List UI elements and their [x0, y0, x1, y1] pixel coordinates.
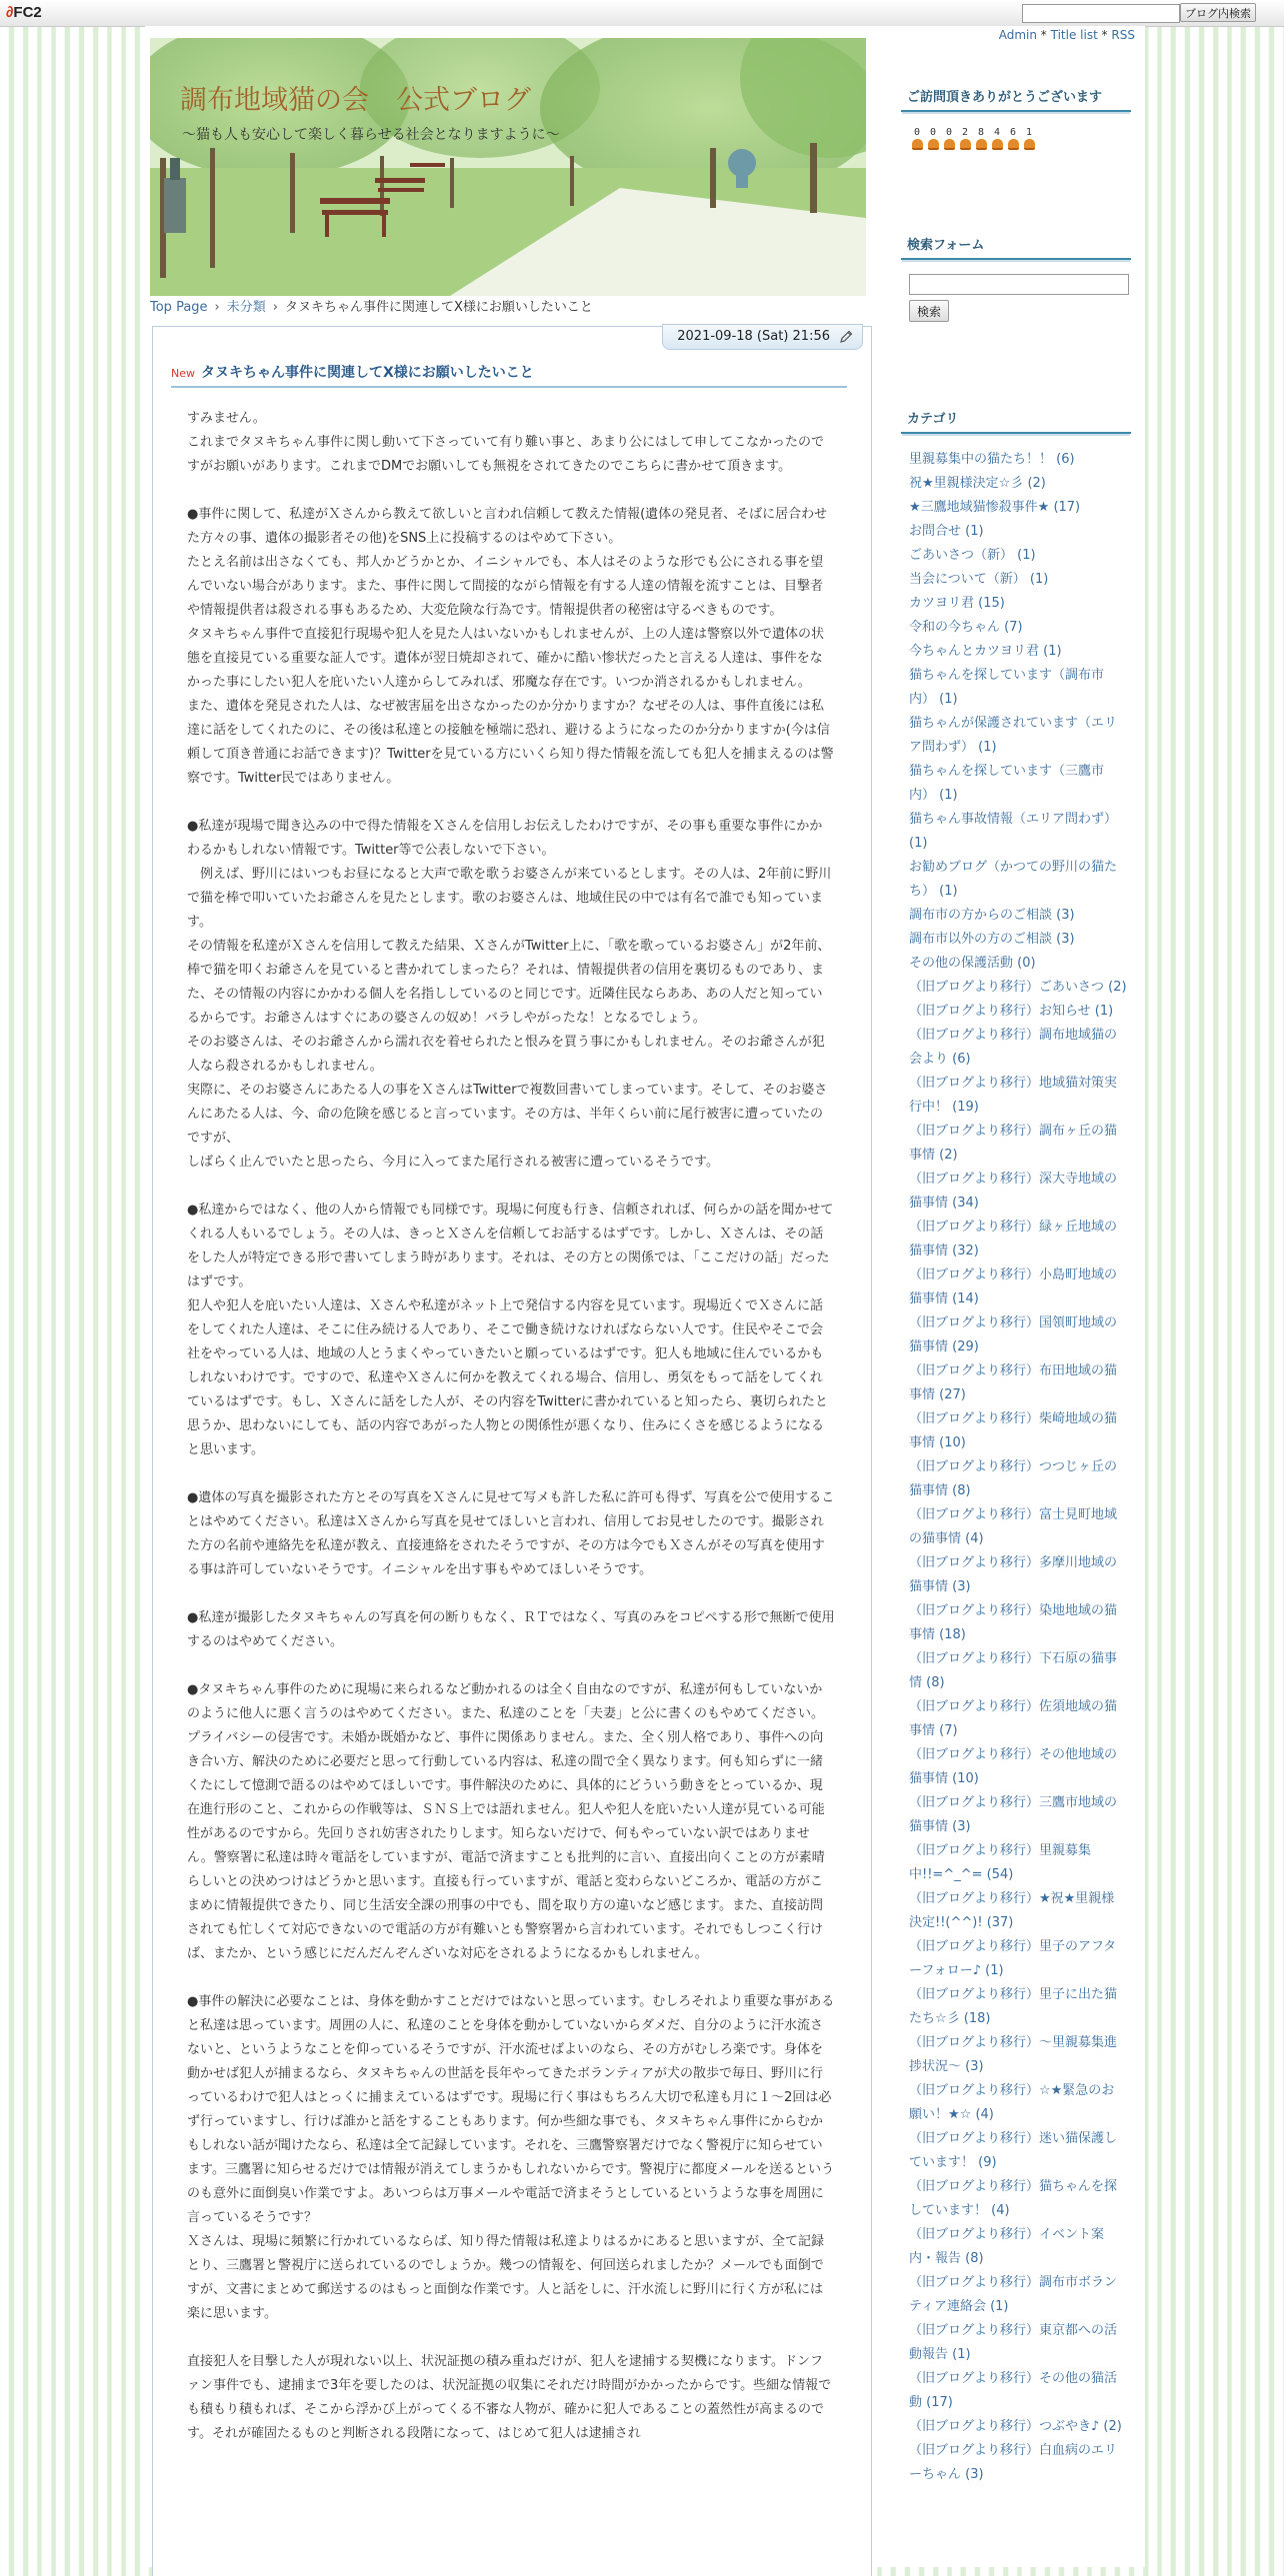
cat-counter-icon	[992, 139, 1003, 150]
breadcrumb-arrow-icon: ›	[272, 300, 278, 315]
category-link[interactable]: （旧ブログより移行）お知らせ (1)	[909, 1004, 1114, 1019]
cat-counter-icon	[976, 139, 987, 150]
category-link[interactable]: 調布市以外の方のご相談 (3)	[909, 932, 1075, 947]
category-heading: カテゴリ	[901, 408, 1131, 434]
fc2-logo-text: FC2	[13, 4, 42, 21]
category-link[interactable]: （旧ブログより移行）小島町地域の猫事情 (14)	[909, 1268, 1118, 1306]
blog-search-button[interactable]: ブログ内検索	[1180, 3, 1256, 22]
sidebar-search-input[interactable]	[909, 274, 1129, 295]
category-link[interactable]: （旧ブログより移行）つつじヶ丘の猫事情 (8)	[909, 1459, 1118, 1498]
category-link[interactable]: （旧ブログより移行）地域猫対策実行中！ (19)	[909, 1076, 1118, 1115]
counter-digit	[909, 127, 925, 150]
category-link[interactable]: 当会について（新） (1)	[909, 572, 1049, 587]
category-link[interactable]: 猫ちゃんを探しています（調布市内） (1)	[909, 668, 1105, 707]
top-links	[999, 28, 1135, 42]
separator: *	[1097, 28, 1112, 42]
category-list	[909, 448, 1127, 2487]
cat-counter-icon	[1024, 139, 1035, 150]
category-link[interactable]: 今ちゃんとカツヨリ君 (1)	[909, 644, 1062, 659]
counter-digit-value: 0	[929, 127, 937, 138]
visitors-heading: ご訪問頂きありがとうございます	[901, 86, 1131, 112]
category-link[interactable]: その他の保護活動 (0)	[909, 956, 1036, 971]
sidebar-search-button[interactable]: 検索	[909, 300, 949, 322]
new-badge: New	[171, 367, 195, 380]
category-link[interactable]: （旧ブログより移行）国領町地域の猫事情 (29)	[909, 1315, 1118, 1354]
cat-counter-icon	[928, 139, 939, 150]
breadcrumb-category-link[interactable]: 未分類	[226, 300, 266, 315]
category-link[interactable]: （旧ブログより移行）下石原の猫事情 (8)	[909, 1651, 1118, 1690]
counter-digit-value: 8	[977, 127, 985, 138]
cat-counter-icon	[944, 139, 955, 150]
search-form-heading: 検索フォーム	[901, 234, 1131, 260]
entry-body: すみません。 これまでタヌキちゃん事件に関し動いて下さっていて有り難い事と、あまり公にはして申してこなかったのですがお願いがあります。これまでDMでお願いしても無視をされてきたのでこちらに書かせて頂きます。 ●事件に関して、私達がＸさんから教えて欲しいと言われ信頼して教えた情報(遺体の発見者、そばに居合わせた方々の事、遺体の撮影者その他)をSNS上に投稿するのはやめて下さい。 たとえ名前は出さなくても、邦人かどうかとか、イニシャルでも、本人はそのような形でも公にされる事を望んでいない場合があります。また、事件に関して間接的ながら情報を有する人達の情報を流すことは、目撃者や情報提供者は殺される事もあるため、大変危険な行為です。情報提供者の秘密は守るべきものです。 タヌキちゃん事件で直接犯行現場や犯人を見た人はいないかもしれませんが、上の人達は警察以外で遺体の状態を直接見ている重要な証人です。遺体が翌日焼却されて、確かに酷い惨状だったと言える人達は、事件をなかった事にしたい犯人を庇いたい人達からしてみれば、邪魔な存在です。いつか消されるかもしれません。 また、遺体を発見された人は、なぜ被害届を出さなかったのか分かりますか？なぜその人は、事件直後には私達に話をしてくれたのに、その後は私達との接触を極端に恐れ、避けるようになったのか分かりますか(今は信頼して頂き普通にお話できます)？Twitterを見ている方にいくら知り得た情報を流しても犯人を捕まえるのは警察です。Twitter民ではありません。 ●私達が現場で聞き込みの中で得た情報をＸさんを信用しお伝えしたわけですが、その事も重要な事件にかかわるかもしれない情報です。Twitter等で公表しないで下さい。 例えば、野川にはいつもお昼になると大声で歌を歌うお婆さんが来ているとします。その人は、2年前に野川で猫を棒で叩いていたお爺さんを見たとします。歌のお婆さんは、地域住民の中では有名で誰でも知っています。 その情報を私達がＸさんを信用して教えた結果、ＸさんがTwitter上に、「歌を歌っているお婆さん」が2年前、棒で猫を叩くお爺さんを見ていると書かれてしまったら？それは、情報提供者の信用を裏切るものであり、また、その情報の内容にかかわる個人を名指ししているのと同じです。近隣住民ならああ、あの人だと知っているからです。お爺さんはすぐにあの婆さんの奴め！バラしやがったな！となるでしょう。 そのお婆さんは、そのお爺さんから濡れ衣を着せられたと恨みを買う事にかもしれません。そのお爺さんが犯人なら殺されるかもしれません。 実際に、そのお婆さんにあたる人の事をＸさんはTwitterで複数回書いてしまっています。そして、そのお婆さんにあたる人は、今、命の危険を感じると言っています。その方は、半年くらい前に尾行被害に遭っていたのですが、 しばらく止んでいたと思ったら、今月に入ってまた尾行される被害に遭っているそうです。 ●私達からではなく、他の人から情報でも同様です。現場に何度も行き、信頼されれば、何らかの話を聞かせてくれる人もいるでしょう。その人は、きっとＸさんを信頼してお話するはずです。しかし、Ｘさんは、その話をした人が特定できる形で書いてしまう時があります。それは、その方との関係では、「ここだけの話」だったはずです。 犯人や犯人を庇いたい人達は、Ｘさんや私達がネット上で発信する内容を見ています。現場近くでＸさんに話をしてくれた人達は、そこに住み続ける人であり、そこで働き続けなければならない人です。住民やそこで会社をやっている人は、地域の人とうまくやっていきたいと願っているはずです。犯人も地域に住んでいるかもしれないわけです。ですので、私達やＸさんに何かを教えてくれる場合、信用し、勇気をもって話をしてくれているはずです。もし、Ｘさんに話をした人が、その内容をTwitterに書かれていると知ったら、裏切られたと思うか、思わないにしても、話の内容であがった人物との関係性が悪くなり、住みにくさを感じるようになると思います。 ●遺体の写真を撮影された方とその写真をＸさんに見せて写メも許した私に許可も得ず、写真を公で使用することはやめてください。私達はＸさんから写真を見せてほしいと言われ、信用してお見せしたのです。撮影された方の名前や連絡先を私達が教え、直接連絡をされたそうですが、その方は今でもＸさんがその写真を使用する事は許可していないそうです。イニシャルを出す事もやめてほしいそうです。 ●私達が撮影したタヌキちゃんの写真を何の断りもなく、ＲＴではなく、写真のみをコピペする形で無断で使用するのはやめてください。 ●タヌキちゃん事件のために現場に来られるなど動かれるのは全く自由なのですが、私達が何もしていないかのように他人に悪く言うのはやめてください。また、私達のことを「夫妻」と公に書くのもやめてください。プライバシーの侵害です。未婚か既婚かなど、事件に関係ありません。また、全く別人格であり、事件への向き合い方、解決のために必要だと思って行動している内容は、私達の間で全く異なります。何も知らずに一緒くたにして憶測で語るのはやめてほしいです。事件解決のために、具体的にどういう動きをとっているか、現在進行形のこと、これからの作戦等は、ＳＮＳ上では語れません。犯人や犯人を庇いたい人達が見ている可能性があるのですから。先回りされ妨害されたりします。知らないだけで、何もやっていない訳ではありません。警察署に私達は時々電話をしていますが、電話で済ますことも批判的に言い、直接出向くことの方が素晴らしいとの決めつけはどうかと思います。直接も行っていますが、電話と変わらないどころか、電話の方がこまめに情報提供できたり、同じ生活安全課の刑事の中でも、間を取り方の違いなど感じます。また、直接訪問されても忙しくて対応できないので電話の方が有難いとも警察署から言われています。それでもしつこく行けば、またか、という感じにだんだんぞんざいな対応をされるようになるかもしれません。 ●事件の解決に必要なことは、身体を動かすことだけではないと思っています。むしろそれより重要な事があると私達は思っています。周囲の人に、私達のことを身体を動かしていないからダメだ、自分のように汗水流さないと、というようなことを仰っているそうですが、汗水流せばよいのなら、その方がむしろ楽です。身体を動かせば犯人が捕まるなら、タヌキちゃんの世話を長年やってきたボランティアが犬の散歩で毎日、野川に行っているわけで犯人はとっくに捕まえているはずです。現場に行く事はもちろん大切で私達も月に１～2回は必ず行っていますし、行けば誰かと話をすることもあります。何か些細な事でも、タヌキちゃん事件にからむかもしれない話が聞けたなら、私達は全て記録しています。それを、三鷹警察署だけでなく警視庁に知らせています。三鷹署に知らせるだけでは情報が消えてしまうかもしれないからです。警視庁に都度メールを送るというのも意外に面倒臭い作業ですよ。あいつらは万事メールや電話で済まそうとしているというような事を周囲に言っているそうです？ Ｘさんは、現場に頻繁に行かれているならば、知り得た情報は私達よりはるかにあると思いますが、全て記録とり、三鷹署と警視庁に送られているのでしょうか。幾つの情報を、何回送られましたか？メールでも面倒ですが、文書にまとめて郵送するのはもっと面倒な作業です。人と話をしに、汗水流しに野川に行く方が私には楽に思います。 直接犯人を目撃した人が現れない以上、状況証拠の積み重ねだけが、犯人を逮捕する契機になります。ドンファン事件でも、逮捕まで3年を要したのは、状況証拠の収集にそれだけ時間がかかったからです。些細な情報でも積もり積もれば、そこから浮かび上がってくる不審な人物が、確かに犯人であることの蓋然性が高まるのです。それが確固たるものと判断される段階になって、はじめて犯人は逮捕され	[187, 411, 835, 2441]
admin-link[interactable]: Admin	[998, 28, 1037, 42]
category-link[interactable]: （旧ブログより移行）調布ヶ丘の猫事情 (2)	[909, 1124, 1118, 1163]
entry-title[interactable]	[171, 362, 847, 388]
counter-digit	[941, 127, 957, 150]
blog-entry	[152, 326, 872, 2576]
counter-digit-value: 1	[1025, 127, 1033, 138]
category-link[interactable]: お問合せ (1)	[909, 524, 984, 539]
rss-link[interactable]: RSS	[1111, 28, 1135, 42]
category-link[interactable]: （旧ブログより移行）緑ヶ丘地域の猫事情 (32)	[909, 1220, 1118, 1259]
counter-digit	[957, 127, 973, 150]
category-link[interactable]: 里親募集中の猫たち！！ (6)	[909, 452, 1075, 467]
counter-digit-value: 4	[993, 127, 1001, 138]
blog-search-input[interactable]	[1022, 4, 1180, 23]
category-link[interactable]: （旧ブログより移行）イベント案内・報告 (8)	[909, 2227, 1105, 2266]
category-link[interactable]: （旧ブログより移行）猫ちゃんを探しています！ (4)	[909, 2179, 1118, 2218]
counter-digit	[1021, 127, 1037, 150]
counter-digit	[973, 127, 989, 150]
category-link[interactable]: 令和の今ちゃん (7)	[909, 620, 1023, 635]
category-link[interactable]: 猫ちゃんを探しています（三鷹市内） (1)	[909, 764, 1105, 803]
counter-digit	[925, 127, 941, 150]
category-link[interactable]: （旧ブログより移行）つぶやき♪ (2)	[909, 2419, 1122, 2434]
category-link[interactable]: （旧ブログより移行）佐須地域の猫事情 (7)	[909, 1699, 1118, 1738]
category-link[interactable]: ごあいさつ（新） (1)	[909, 548, 1036, 563]
category-link[interactable]: カツヨリ君 (15)	[909, 596, 1005, 611]
category-link[interactable]: （旧ブログより移行）富士見町地域の猫事情 (4)	[909, 1507, 1118, 1546]
edit-pencil-icon[interactable]	[839, 330, 853, 344]
category-link[interactable]: （旧ブログより移行）里子のアフターフォロー♪ (1)	[909, 1939, 1117, 1978]
park-illustration	[150, 38, 866, 296]
category-link[interactable]: （旧ブログより移行）東京都への活動報告 (1)	[909, 2323, 1118, 2362]
category-link[interactable]: （旧ブログより移行）調布地域猫の会より (6)	[909, 1028, 1118, 1067]
breadcrumb-arrow-icon: ›	[214, 300, 220, 315]
category-link[interactable]: 祝★里親様決定☆彡 (2)	[909, 476, 1046, 491]
category-link[interactable]: （旧ブログより移行）柴崎地域の猫事情 (10)	[909, 1411, 1118, 1450]
fc2-toolbar	[0, 0, 1284, 27]
breadcrumb-current: タヌキちゃん事件に関連してX様にお願いしたいこと	[284, 300, 593, 315]
cat-counter-icon	[1008, 139, 1019, 150]
counter-digit-value: 6	[1009, 127, 1017, 138]
category-link[interactable]: （旧ブログより移行）その他地域の猫事情 (10)	[909, 1747, 1118, 1786]
counter-digit-value: 0	[913, 127, 921, 138]
category-link[interactable]: 猫ちゃん事故情報（エリア問わず） (1)	[909, 812, 1118, 851]
counter-digit	[989, 127, 1005, 150]
category-link[interactable]: （旧ブログより移行）里子に出た猫たち☆彡 (18)	[909, 1987, 1118, 2026]
cat-counter-icon	[912, 139, 923, 150]
fc2-logo[interactable]	[6, 4, 42, 21]
entry-date: 2021-09-18 (Sat) 21:56	[677, 329, 830, 344]
category-link[interactable]: （旧ブログより移行）その他の猫活動 (17)	[909, 2371, 1118, 2410]
counter-digit-value: 2	[961, 127, 969, 138]
category-link[interactable]: （旧ブログより移行）布田地域の猫事情 (27)	[909, 1363, 1118, 1402]
breadcrumb-top-link[interactable]: Top Page	[150, 300, 208, 315]
category-link[interactable]: （旧ブログより移行）深大寺地域の猫事情 (34)	[909, 1172, 1118, 1211]
cat-counter-icon	[960, 139, 971, 150]
category-link[interactable]: （旧ブログより移行）☆★緊急のお願い！★☆ (4)	[909, 2083, 1115, 2122]
counter-digit	[1005, 127, 1021, 150]
separator: *	[1036, 28, 1051, 42]
category-link[interactable]: （旧ブログより移行）多摩川地域の猫事情 (3)	[909, 1555, 1118, 1594]
blog-header	[150, 38, 866, 296]
category-link[interactable]: 調布市の方からのご相談 (3)	[909, 908, 1075, 923]
category-link[interactable]: （旧ブログより移行）三鷹市地域の猫事情 (3)	[909, 1795, 1118, 1834]
category-link[interactable]: （旧ブログより移行）調布市ボランティア連絡会 (1)	[909, 2275, 1118, 2314]
category-link[interactable]: （旧ブログより移行）ごあいさつ (2)	[909, 980, 1127, 995]
category-link[interactable]: 猫ちゃんが保護されています（エリア問わず） (1)	[909, 716, 1118, 755]
blog-subtitle: ～猫も人も安心して楽しく暮らせる社会となりますように～	[182, 127, 560, 143]
category-link[interactable]: お勧めブログ（かつての野川の猫たち） (1)	[909, 860, 1118, 899]
fc2-mark-icon: ∂	[6, 4, 14, 21]
category-link[interactable]: （旧ブログより移行）里親募集中!!=^_^= (54)	[909, 1843, 1092, 1882]
breadcrumb	[150, 296, 593, 315]
entry-date-tab	[662, 324, 863, 350]
category-link[interactable]: （旧ブログより移行）迷い猫保護しています！ (9)	[909, 2131, 1118, 2170]
entry-title-text: タヌキちゃん事件に関連してX様にお願いしたいこと	[201, 365, 534, 381]
title-list-link[interactable]: Title list	[1050, 28, 1098, 42]
category-link[interactable]: （旧ブログより移行）染地地域の猫事情 (18)	[909, 1603, 1118, 1642]
counter-digit-value: 0	[945, 127, 953, 138]
category-link[interactable]: （旧ブログより移行）白血病のエリーちゃん (3)	[909, 2443, 1118, 2482]
page-container	[145, 26, 1145, 2567]
category-link[interactable]: （旧ブログより移行）～里親募集進捗状況～ (3)	[909, 2035, 1118, 2074]
blog-title[interactable]: 調布地域猫の会 公式ブログ	[180, 85, 531, 116]
category-link[interactable]: ★三鷹地域猫惨殺事件★ (17)	[909, 500, 1081, 515]
category-link[interactable]: （旧ブログより移行）★祝★里親様決定!!(^^)! (37)	[909, 1891, 1115, 1930]
visitor-counter	[909, 124, 1037, 150]
